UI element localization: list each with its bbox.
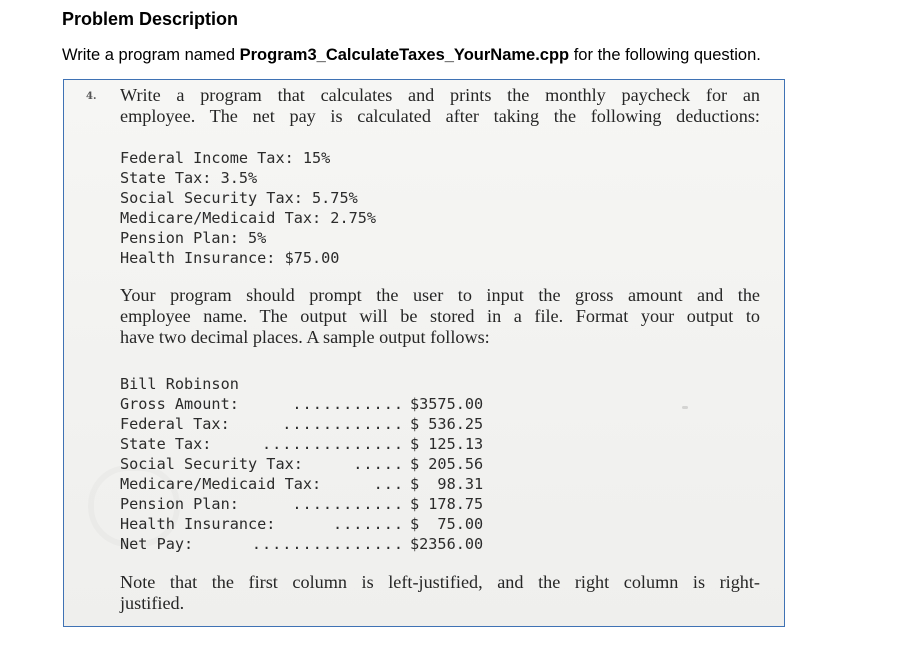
sample-output-value: $ 178.75 bbox=[410, 495, 484, 513]
sample-output-value: $3575.00 bbox=[410, 395, 484, 413]
sample-output-row bbox=[120, 394, 484, 414]
intro-suffix: for the following question. bbox=[569, 46, 761, 64]
deduction-item: Social Security Tax: 5.75% bbox=[120, 189, 358, 207]
sample-output-row bbox=[120, 514, 484, 534]
deductions-list bbox=[120, 148, 376, 268]
sample-output-label: Health Insurance: bbox=[120, 515, 276, 533]
paragraph-line: Note that the first column is left-justified, and the right column is right- bbox=[120, 572, 760, 592]
deduction-item: Federal Income Tax: 15% bbox=[120, 149, 331, 167]
problem-paragraph bbox=[120, 85, 760, 127]
question-number: 4. bbox=[86, 91, 97, 102]
scanned-textbook-excerpt bbox=[63, 79, 785, 627]
sample-output-leader-dots: ............ bbox=[282, 415, 404, 433]
deduction-item: Medicare/Medicaid Tax: 2.75% bbox=[120, 209, 377, 227]
sample-output-value: $ 205.56 bbox=[410, 455, 484, 473]
sample-output-row bbox=[120, 534, 484, 554]
paragraph-line: employee. The net pay is calculated after taking the following deductions: bbox=[120, 106, 760, 126]
sample-output-leader-dots: ........... bbox=[292, 495, 404, 513]
paragraph-line: Your program should prompt the user to input the gross amount and the bbox=[120, 285, 760, 305]
paragraph-line: justified. bbox=[120, 593, 185, 613]
sample-output-label: Medicare/Medicaid Tax: bbox=[120, 475, 322, 493]
sample-output-row bbox=[120, 474, 484, 494]
sample-output-rows bbox=[120, 394, 484, 554]
sample-employee-name: Bill Robinson bbox=[120, 375, 239, 393]
sample-output-leader-dots: ....... bbox=[332, 515, 404, 533]
intro-sentence bbox=[62, 46, 761, 65]
sample-output-leader-dots: .............. bbox=[261, 435, 404, 453]
sample-output-label: Net Pay: bbox=[120, 535, 194, 553]
note-paragraph bbox=[120, 572, 760, 614]
sample-output-row bbox=[120, 454, 484, 474]
sample-output bbox=[120, 374, 484, 554]
paragraph-line: employee name. The output will be stored in a file. Format your output to bbox=[120, 306, 760, 326]
sample-output-value: $2356.00 bbox=[410, 535, 484, 553]
sample-output-value: $ 125.13 bbox=[410, 435, 484, 453]
intro-prefix: Write a program named bbox=[62, 46, 240, 64]
instructions-paragraph bbox=[120, 285, 760, 348]
sample-output-leader-dots: ........... bbox=[292, 395, 404, 413]
sample-output-value: $ 75.00 bbox=[410, 515, 484, 533]
scan-smudge bbox=[682, 406, 688, 409]
sample-output-row bbox=[120, 434, 484, 454]
sample-output-leader-dots: ............... bbox=[251, 535, 404, 553]
deduction-item: State Tax: 3.5% bbox=[120, 169, 258, 187]
paragraph-line: have two decimal places. A sample output follows: bbox=[120, 327, 490, 347]
sample-output-row bbox=[120, 494, 484, 514]
sample-output-label: Gross Amount: bbox=[120, 395, 239, 413]
sample-output-row bbox=[120, 414, 484, 434]
deduction-item: Pension Plan: 5% bbox=[120, 229, 267, 247]
sample-output-label: Federal Tax: bbox=[120, 415, 230, 433]
program-filename: Program3_CalculateTaxes_YourName.cpp bbox=[239, 46, 570, 64]
sample-output-value: $ 536.25 bbox=[410, 415, 484, 433]
sample-output-leader-dots: ... bbox=[373, 475, 404, 493]
sample-output-leader-dots: ..... bbox=[353, 455, 404, 473]
sample-output-label: Social Security Tax: bbox=[120, 455, 303, 473]
sample-output-label: Pension Plan: bbox=[120, 495, 239, 513]
page-title: Problem Description bbox=[62, 9, 239, 29]
sample-output-label: State Tax: bbox=[120, 435, 212, 453]
deduction-item: Health Insurance: $75.00 bbox=[120, 249, 340, 267]
sample-output-value: $ 98.31 bbox=[410, 475, 484, 493]
paragraph-line: Write a program that calculates and prints the monthly paycheck for an bbox=[120, 85, 760, 105]
